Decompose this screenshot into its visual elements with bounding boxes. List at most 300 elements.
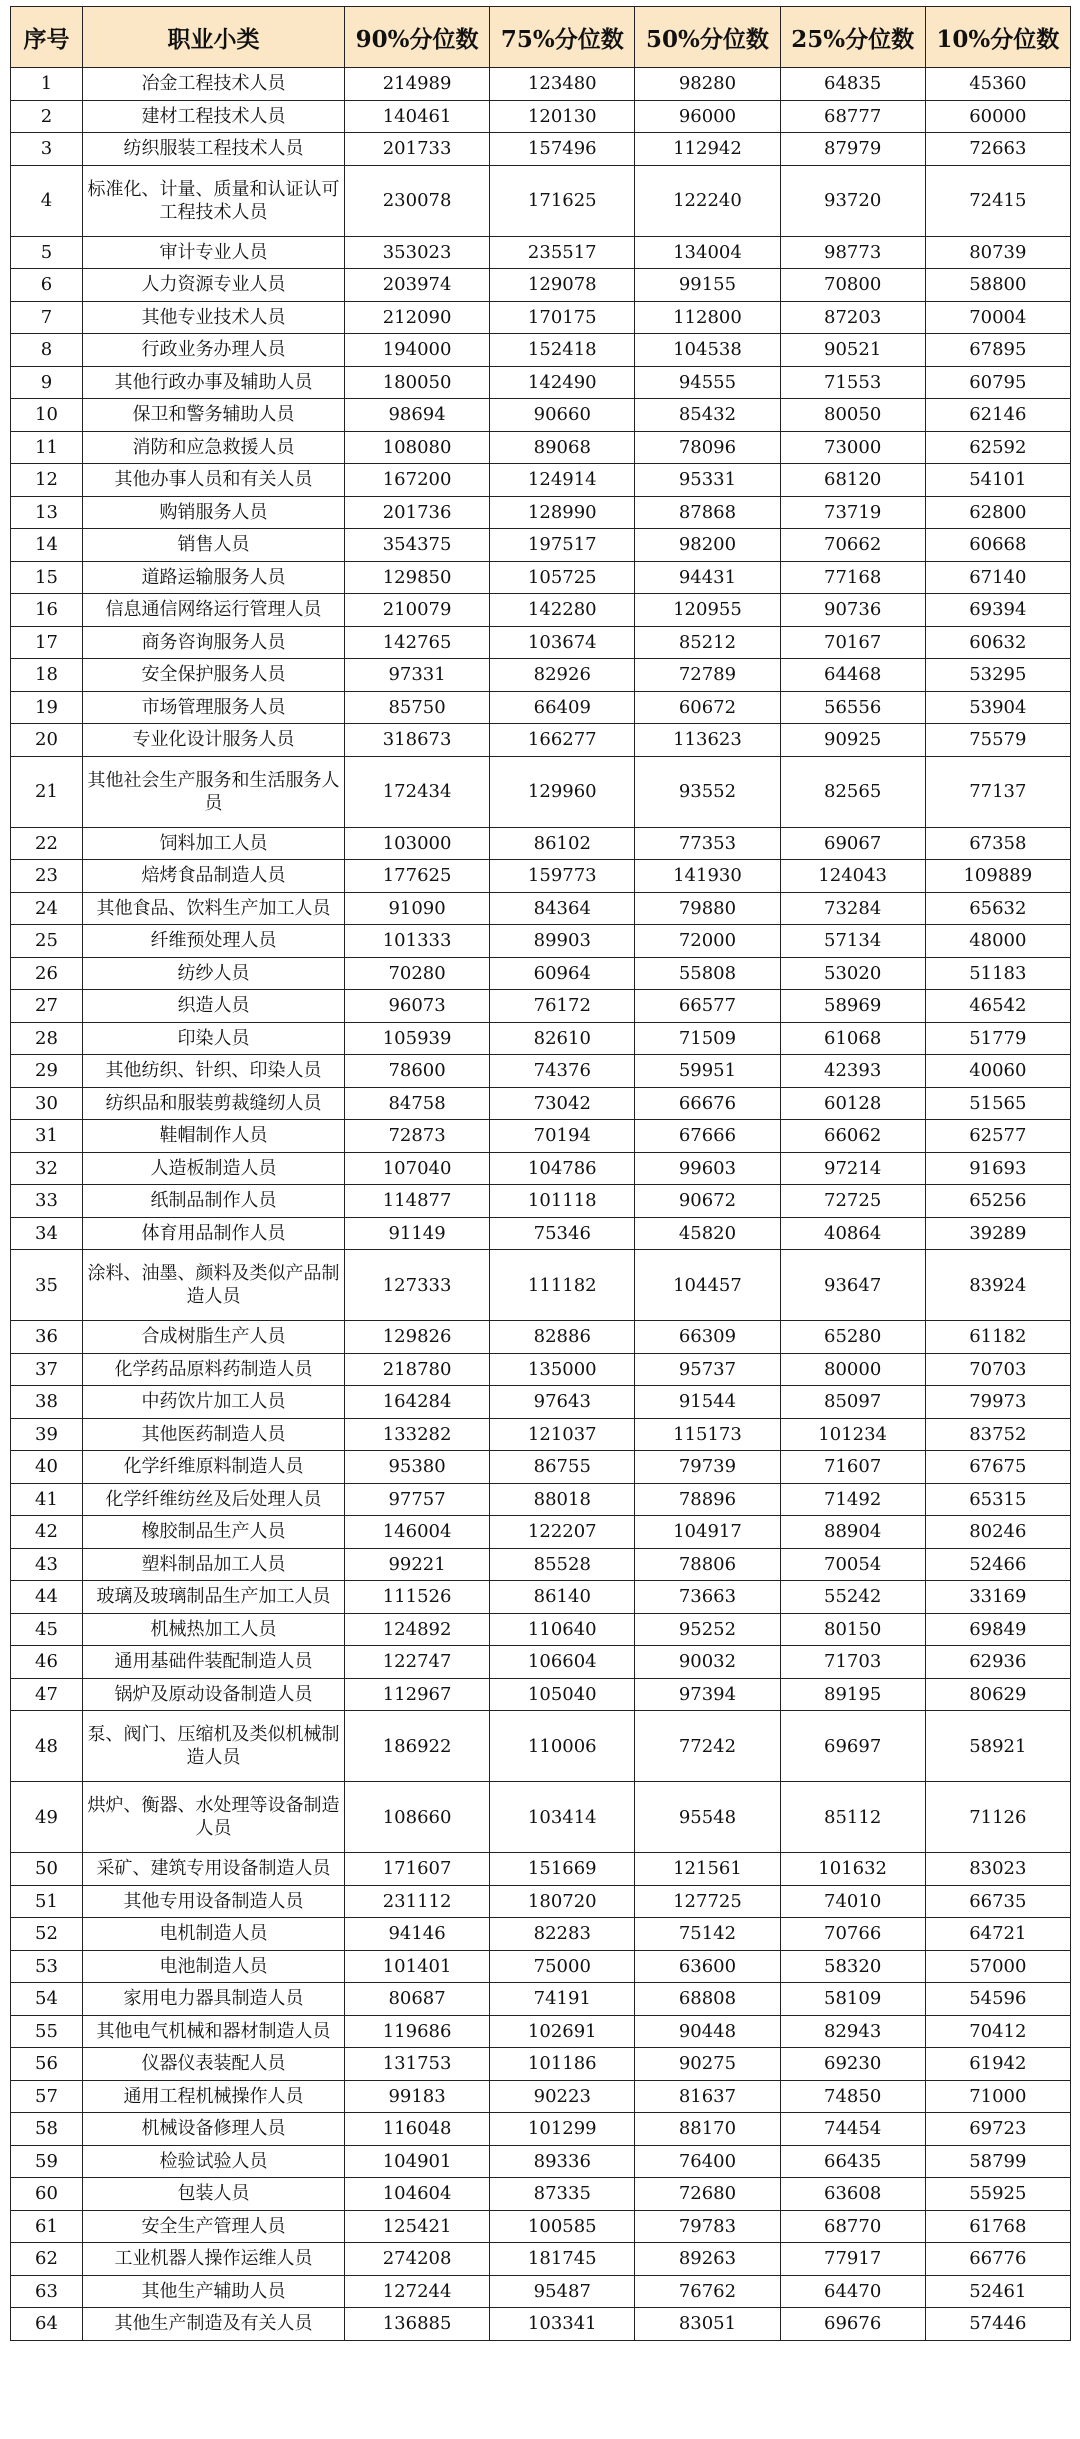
- cell-index: 51: [11, 1885, 83, 1918]
- cell-p75: 74191: [490, 1983, 635, 2016]
- table-row: [11, 1353, 1071, 1386]
- cell-occupation: 化学药品原料药制造人员: [83, 1353, 345, 1386]
- cell-p50: 66577: [635, 990, 780, 1023]
- cell-index: 62: [11, 2243, 83, 2276]
- cell-p50: 115173: [635, 1418, 780, 1451]
- cell-p50: 78896: [635, 1483, 780, 1516]
- cell-p25: 71607: [780, 1451, 925, 1484]
- cell-p25: 98773: [780, 236, 925, 269]
- cell-p90: 101401: [345, 1950, 490, 1983]
- cell-index: 41: [11, 1483, 83, 1516]
- table-row: [11, 1483, 1071, 1516]
- cell-index: 26: [11, 957, 83, 990]
- cell-occupation: 其他生产辅助人员: [83, 2275, 345, 2308]
- table-row: [11, 334, 1071, 367]
- cell-index: 47: [11, 1678, 83, 1711]
- cell-p50: 104917: [635, 1516, 780, 1549]
- cell-p50: 72680: [635, 2178, 780, 2211]
- cell-p50: 79739: [635, 1451, 780, 1484]
- cell-p90: 101333: [345, 925, 490, 958]
- cell-occupation: 其他医药制造人员: [83, 1418, 345, 1451]
- header-p75: 75%分位数: [490, 7, 635, 68]
- cell-p10: 51779: [925, 1022, 1070, 1055]
- cell-occupation: 泵、阀门、压缩机及类似机械制造人员: [83, 1711, 345, 1782]
- cell-p90: 119686: [345, 2015, 490, 2048]
- cell-p25: 88904: [780, 1516, 925, 1549]
- cell-p50: 75142: [635, 1918, 780, 1951]
- cell-p25: 73719: [780, 496, 925, 529]
- cell-p25: 56556: [780, 691, 925, 724]
- cell-p10: 70004: [925, 301, 1070, 334]
- cell-p10: 67675: [925, 1451, 1070, 1484]
- cell-p75: 142490: [490, 366, 635, 399]
- cell-index: 35: [11, 1250, 83, 1321]
- cell-p25: 124043: [780, 860, 925, 893]
- cell-p90: 127244: [345, 2275, 490, 2308]
- cell-p75: 84364: [490, 892, 635, 925]
- cell-p75: 89903: [490, 925, 635, 958]
- cell-p25: 93720: [780, 165, 925, 236]
- cell-p10: 66776: [925, 2243, 1070, 2276]
- cell-p10: 52461: [925, 2275, 1070, 2308]
- cell-p90: 201733: [345, 133, 490, 166]
- cell-index: 19: [11, 691, 83, 724]
- table-row: [11, 925, 1071, 958]
- header-index: 序号: [11, 7, 83, 68]
- cell-p90: 98694: [345, 399, 490, 432]
- cell-p10: 66735: [925, 1885, 1070, 1918]
- cell-index: 7: [11, 301, 83, 334]
- cell-p50: 88170: [635, 2113, 780, 2146]
- cell-p25: 66435: [780, 2145, 925, 2178]
- cell-p10: 62936: [925, 1646, 1070, 1679]
- cell-occupation: 通用基础件装配制造人员: [83, 1646, 345, 1679]
- cell-occupation: 消防和应急救援人员: [83, 431, 345, 464]
- cell-p75: 66409: [490, 691, 635, 724]
- cell-occupation: 家用电力器具制造人员: [83, 1983, 345, 2016]
- cell-p50: 90032: [635, 1646, 780, 1679]
- cell-p75: 82926: [490, 659, 635, 692]
- cell-p50: 96000: [635, 100, 780, 133]
- cell-p90: 124892: [345, 1613, 490, 1646]
- table-row: [11, 659, 1071, 692]
- cell-p25: 101632: [780, 1853, 925, 1886]
- cell-p75: 180720: [490, 1885, 635, 1918]
- cell-p25: 70766: [780, 1918, 925, 1951]
- cell-index: 21: [11, 756, 83, 827]
- cell-p10: 64721: [925, 1918, 1070, 1951]
- cell-occupation: 保卫和警务辅助人员: [83, 399, 345, 432]
- cell-p25: 90521: [780, 334, 925, 367]
- table-row: [11, 2308, 1071, 2341]
- cell-p25: 69230: [780, 2048, 925, 2081]
- cell-occupation: 其他社会生产服务和生活服务人员: [83, 756, 345, 827]
- cell-p50: 90275: [635, 2048, 780, 2081]
- table-row: [11, 626, 1071, 659]
- cell-p25: 53020: [780, 957, 925, 990]
- cell-index: 24: [11, 892, 83, 925]
- cell-p50: 127725: [635, 1885, 780, 1918]
- table-row: [11, 1950, 1071, 1983]
- cell-p75: 181745: [490, 2243, 635, 2276]
- cell-index: 52: [11, 1918, 83, 1951]
- cell-p90: 129826: [345, 1321, 490, 1354]
- cell-p10: 62592: [925, 431, 1070, 464]
- cell-p50: 73663: [635, 1581, 780, 1614]
- cell-occupation: 其他纺织、针织、印染人员: [83, 1055, 345, 1088]
- cell-p90: 201736: [345, 496, 490, 529]
- cell-p10: 83924: [925, 1250, 1070, 1321]
- cell-p50: 72789: [635, 659, 780, 692]
- cell-p90: 133282: [345, 1418, 490, 1451]
- cell-p75: 87335: [490, 2178, 635, 2211]
- cell-p90: 103000: [345, 827, 490, 860]
- cell-occupation: 合成树脂生产人员: [83, 1321, 345, 1354]
- cell-occupation: 购销服务人员: [83, 496, 345, 529]
- cell-p25: 70662: [780, 529, 925, 562]
- cell-p10: 77137: [925, 756, 1070, 827]
- table-row: [11, 1782, 1071, 1853]
- cell-index: 53: [11, 1950, 83, 1983]
- cell-occupation: 涂料、油墨、颜料及类似产品制造人员: [83, 1250, 345, 1321]
- cell-p90: 136885: [345, 2308, 490, 2341]
- cell-index: 13: [11, 496, 83, 529]
- cell-occupation: 纺织品和服装剪裁缝纫人员: [83, 1087, 345, 1120]
- cell-occupation: 工业机器人操作运维人员: [83, 2243, 345, 2276]
- cell-p50: 67666: [635, 1120, 780, 1153]
- table-row: [11, 1711, 1071, 1782]
- table-row: [11, 1386, 1071, 1419]
- cell-occupation: 机械设备修理人员: [83, 2113, 345, 2146]
- table-row: [11, 1418, 1071, 1451]
- cell-p10: 80629: [925, 1678, 1070, 1711]
- table-row: [11, 1185, 1071, 1218]
- cell-occupation: 印染人员: [83, 1022, 345, 1055]
- cell-p10: 67895: [925, 334, 1070, 367]
- cell-p10: 62146: [925, 399, 1070, 432]
- cell-p25: 69676: [780, 2308, 925, 2341]
- cell-p25: 97214: [780, 1152, 925, 1185]
- table-row: [11, 990, 1071, 1023]
- cell-p10: 61768: [925, 2210, 1070, 2243]
- cell-p90: 230078: [345, 165, 490, 236]
- cell-index: 14: [11, 529, 83, 562]
- cell-p10: 53295: [925, 659, 1070, 692]
- header-p50: 50%分位数: [635, 7, 780, 68]
- cell-occupation: 市场管理服务人员: [83, 691, 345, 724]
- cell-p90: 108080: [345, 431, 490, 464]
- cell-p25: 71492: [780, 1483, 925, 1516]
- cell-occupation: 体育用品制作人员: [83, 1217, 345, 1250]
- cell-p25: 40864: [780, 1217, 925, 1250]
- cell-occupation: 销售人员: [83, 529, 345, 562]
- cell-index: 63: [11, 2275, 83, 2308]
- cell-index: 32: [11, 1152, 83, 1185]
- cell-occupation: 商务咨询服务人员: [83, 626, 345, 659]
- cell-p50: 85212: [635, 626, 780, 659]
- cell-p10: 72663: [925, 133, 1070, 166]
- cell-p25: 68770: [780, 2210, 925, 2243]
- table-row: [11, 860, 1071, 893]
- cell-p75: 166277: [490, 724, 635, 757]
- cell-index: 20: [11, 724, 83, 757]
- cell-p90: 104901: [345, 2145, 490, 2178]
- cell-occupation: 饲料加工人员: [83, 827, 345, 860]
- table-row: [11, 1646, 1071, 1679]
- cell-p90: 194000: [345, 334, 490, 367]
- cell-p10: 69849: [925, 1613, 1070, 1646]
- cell-p90: 140461: [345, 100, 490, 133]
- cell-p90: 97331: [345, 659, 490, 692]
- cell-p90: 131753: [345, 2048, 490, 2081]
- cell-index: 43: [11, 1548, 83, 1581]
- cell-p25: 90925: [780, 724, 925, 757]
- cell-p10: 46542: [925, 990, 1070, 1023]
- cell-p10: 91693: [925, 1152, 1070, 1185]
- cell-p75: 197517: [490, 529, 635, 562]
- cell-p50: 78806: [635, 1548, 780, 1581]
- cell-p25: 57134: [780, 925, 925, 958]
- cell-p10: 72415: [925, 165, 1070, 236]
- cell-occupation: 信息通信网络运行管理人员: [83, 594, 345, 627]
- cell-occupation: 其他专用设备制造人员: [83, 1885, 345, 1918]
- cell-p50: 113623: [635, 724, 780, 757]
- cell-p50: 55808: [635, 957, 780, 990]
- cell-occupation: 其他行政办事及辅助人员: [83, 366, 345, 399]
- header-p25: 25%分位数: [780, 7, 925, 68]
- cell-p25: 69067: [780, 827, 925, 860]
- cell-p90: 214989: [345, 68, 490, 101]
- cell-p75: 152418: [490, 334, 635, 367]
- cell-p50: 77242: [635, 1711, 780, 1782]
- table-row: [11, 1613, 1071, 1646]
- table-row: [11, 165, 1071, 236]
- cell-occupation: 锅炉及原动设备制造人员: [83, 1678, 345, 1711]
- cell-p90: 274208: [345, 2243, 490, 2276]
- cell-p75: 102691: [490, 2015, 635, 2048]
- cell-index: 40: [11, 1451, 83, 1484]
- cell-occupation: 其他办事人员和有关人员: [83, 464, 345, 497]
- cell-index: 57: [11, 2080, 83, 2113]
- cell-p50: 112942: [635, 133, 780, 166]
- table-row: [11, 1022, 1071, 1055]
- cell-p90: 127333: [345, 1250, 490, 1321]
- cell-p25: 64835: [780, 68, 925, 101]
- cell-p50: 120955: [635, 594, 780, 627]
- cell-p90: 203974: [345, 269, 490, 302]
- cell-p90: 164284: [345, 1386, 490, 1419]
- cell-index: 27: [11, 990, 83, 1023]
- table-row: [11, 1918, 1071, 1951]
- cell-p90: 186922: [345, 1711, 490, 1782]
- table-row: [11, 1217, 1071, 1250]
- cell-p25: 64470: [780, 2275, 925, 2308]
- cell-p10: 40060: [925, 1055, 1070, 1088]
- cell-index: 49: [11, 1782, 83, 1853]
- cell-index: 33: [11, 1185, 83, 1218]
- cell-p75: 75000: [490, 1950, 635, 1983]
- cell-p90: 96073: [345, 990, 490, 1023]
- cell-occupation: 电机制造人员: [83, 1918, 345, 1951]
- cell-p50: 68808: [635, 1983, 780, 2016]
- cell-p90: 99221: [345, 1548, 490, 1581]
- cell-p25: 85112: [780, 1782, 925, 1853]
- cell-p10: 109889: [925, 860, 1070, 893]
- cell-p25: 93647: [780, 1250, 925, 1321]
- cell-p10: 65256: [925, 1185, 1070, 1218]
- cell-p75: 159773: [490, 860, 635, 893]
- cell-p90: 104604: [345, 2178, 490, 2211]
- cell-p50: 78096: [635, 431, 780, 464]
- cell-p90: 353023: [345, 236, 490, 269]
- table-row: [11, 366, 1071, 399]
- cell-index: 34: [11, 1217, 83, 1250]
- table-row: [11, 236, 1071, 269]
- cell-index: 44: [11, 1581, 83, 1614]
- cell-index: 3: [11, 133, 83, 166]
- cell-p25: 71553: [780, 366, 925, 399]
- cell-p50: 72000: [635, 925, 780, 958]
- cell-p10: 60795: [925, 366, 1070, 399]
- cell-p25: 72725: [780, 1185, 925, 1218]
- cell-p10: 61942: [925, 2048, 1070, 2081]
- cell-p90: 91149: [345, 1217, 490, 1250]
- cell-occupation: 标准化、计量、质量和认证认可工程技术人员: [83, 165, 345, 236]
- cell-p75: 128990: [490, 496, 635, 529]
- cell-occupation: 安全保护服务人员: [83, 659, 345, 692]
- cell-p10: 69723: [925, 2113, 1070, 2146]
- header-row: [11, 7, 1071, 68]
- cell-p10: 65632: [925, 892, 1070, 925]
- cell-p10: 58799: [925, 2145, 1070, 2178]
- cell-p10: 65315: [925, 1483, 1070, 1516]
- cell-p50: 87868: [635, 496, 780, 529]
- cell-p75: 60964: [490, 957, 635, 990]
- cell-p75: 110006: [490, 1711, 635, 1782]
- salary-percentile-table: [10, 6, 1071, 2341]
- cell-p90: 171607: [345, 1853, 490, 1886]
- cell-occupation: 冶金工程技术人员: [83, 68, 345, 101]
- cell-index: 5: [11, 236, 83, 269]
- cell-index: 1: [11, 68, 83, 101]
- cell-p90: 177625: [345, 860, 490, 893]
- cell-p25: 87979: [780, 133, 925, 166]
- cell-p50: 104538: [635, 334, 780, 367]
- cell-p25: 68777: [780, 100, 925, 133]
- cell-p10: 55925: [925, 2178, 1070, 2211]
- cell-occupation: 纺织服装工程技术人员: [83, 133, 345, 166]
- table-row: [11, 2145, 1071, 2178]
- cell-p50: 83051: [635, 2308, 780, 2341]
- cell-occupation: 电池制造人员: [83, 1950, 345, 1983]
- cell-p25: 74850: [780, 2080, 925, 2113]
- cell-p90: 210079: [345, 594, 490, 627]
- cell-p75: 151669: [490, 1853, 635, 1886]
- table-row: [11, 892, 1071, 925]
- cell-index: 37: [11, 1353, 83, 1386]
- cell-p10: 54101: [925, 464, 1070, 497]
- cell-p10: 53904: [925, 691, 1070, 724]
- cell-p90: 111526: [345, 1581, 490, 1614]
- cell-occupation: 人力资源专业人员: [83, 269, 345, 302]
- table-row: [11, 100, 1071, 133]
- cell-p25: 90736: [780, 594, 925, 627]
- cell-occupation: 其他电气机械和器材制造人员: [83, 2015, 345, 2048]
- cell-p75: 111182: [490, 1250, 635, 1321]
- table-row: [11, 724, 1071, 757]
- cell-p75: 73042: [490, 1087, 635, 1120]
- cell-p50: 95548: [635, 1782, 780, 1853]
- cell-p10: 45360: [925, 68, 1070, 101]
- cell-p75: 74376: [490, 1055, 635, 1088]
- cell-index: 36: [11, 1321, 83, 1354]
- cell-p25: 69697: [780, 1711, 925, 1782]
- table-row: [11, 756, 1071, 827]
- cell-index: 59: [11, 2145, 83, 2178]
- cell-p50: 85432: [635, 399, 780, 432]
- cell-p75: 170175: [490, 301, 635, 334]
- table-row: [11, 496, 1071, 529]
- cell-p75: 95487: [490, 2275, 635, 2308]
- cell-p50: 122240: [635, 165, 780, 236]
- cell-p10: 60632: [925, 626, 1070, 659]
- table-row: [11, 957, 1071, 990]
- cell-index: 4: [11, 165, 83, 236]
- cell-p25: 101234: [780, 1418, 925, 1451]
- cell-p10: 51183: [925, 957, 1070, 990]
- cell-p90: 72873: [345, 1120, 490, 1153]
- cell-occupation: 审计专业人员: [83, 236, 345, 269]
- cell-p50: 45820: [635, 1217, 780, 1250]
- cell-p10: 52466: [925, 1548, 1070, 1581]
- cell-p90: 129850: [345, 561, 490, 594]
- cell-p90: 125421: [345, 2210, 490, 2243]
- cell-p50: 99155: [635, 269, 780, 302]
- cell-p25: 82565: [780, 756, 925, 827]
- cell-p90: 95380: [345, 1451, 490, 1484]
- cell-p90: 354375: [345, 529, 490, 562]
- cell-p25: 55242: [780, 1581, 925, 1614]
- cell-index: 30: [11, 1087, 83, 1120]
- table-row: [11, 1250, 1071, 1321]
- cell-p75: 124914: [490, 464, 635, 497]
- cell-p10: 51565: [925, 1087, 1070, 1120]
- table-row: [11, 1853, 1071, 1886]
- cell-p75: 86140: [490, 1581, 635, 1614]
- cell-p25: 63608: [780, 2178, 925, 2211]
- cell-p25: 58969: [780, 990, 925, 1023]
- cell-index: 12: [11, 464, 83, 497]
- cell-p75: 101299: [490, 2113, 635, 2146]
- cell-p25: 80050: [780, 399, 925, 432]
- table-row: [11, 133, 1071, 166]
- cell-p75: 82610: [490, 1022, 635, 1055]
- cell-p90: 108660: [345, 1782, 490, 1853]
- table-row: [11, 431, 1071, 464]
- table-row: [11, 464, 1071, 497]
- cell-p50: 81637: [635, 2080, 780, 2113]
- cell-p25: 73000: [780, 431, 925, 464]
- cell-index: 42: [11, 1516, 83, 1549]
- cell-p75: 90223: [490, 2080, 635, 2113]
- cell-p10: 83752: [925, 1418, 1070, 1451]
- cell-p10: 71000: [925, 2080, 1070, 2113]
- cell-occupation: 采矿、建筑专用设备制造人员: [83, 1853, 345, 1886]
- cell-index: 16: [11, 594, 83, 627]
- cell-p90: 231112: [345, 1885, 490, 1918]
- cell-occupation: 道路运输服务人员: [83, 561, 345, 594]
- cell-index: 18: [11, 659, 83, 692]
